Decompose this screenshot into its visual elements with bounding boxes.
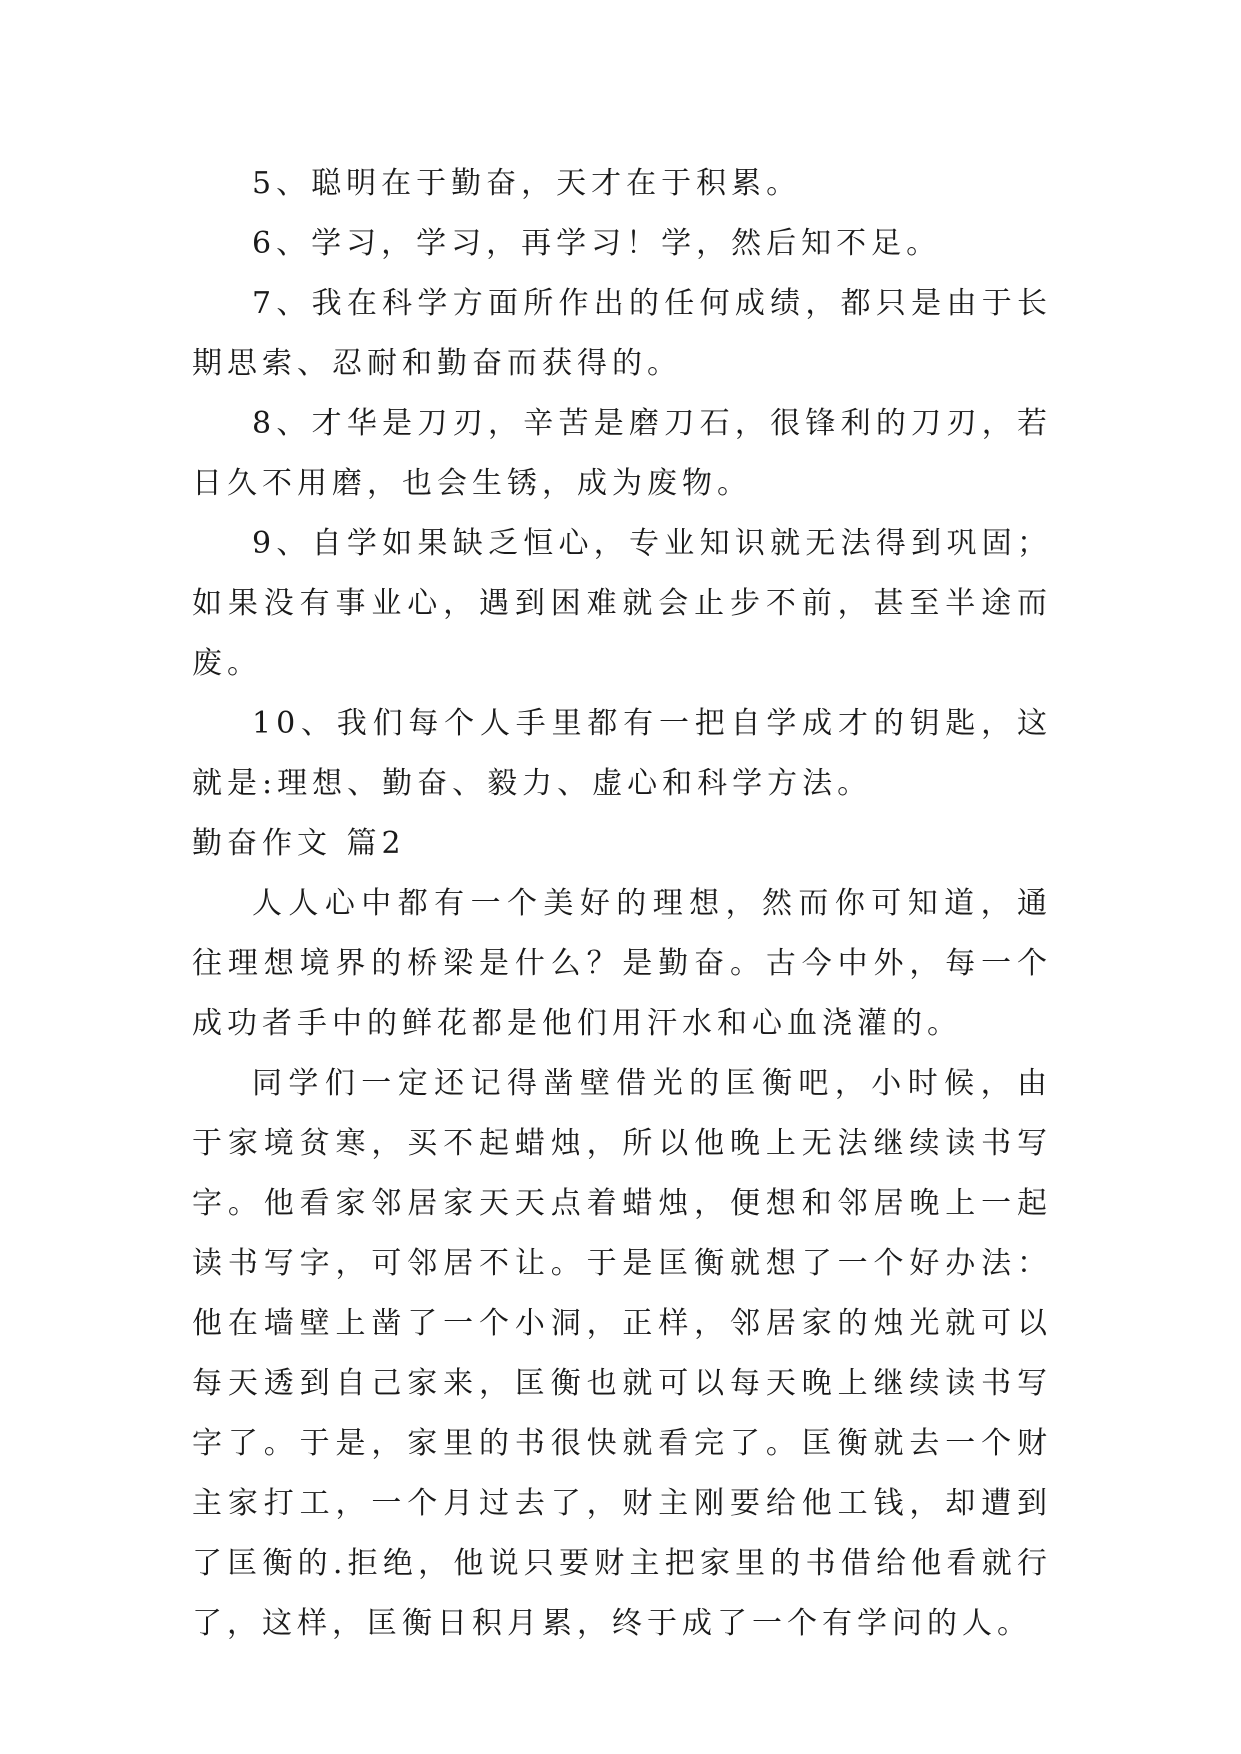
quote-8: 8、才华是刀刃，辛苦是磨刀石，很锋利的刀刃，若日久不用磨，也会生锈，成为废物。 bbox=[192, 406, 1052, 501]
quote-10: 10、我们每个人手里都有一把自学成才的钥匙，这就是:理想、勤奋、毅力、虚心和科学方法。 bbox=[192, 706, 1052, 801]
quote-6: 6、学习，学习，再学习！学，然后知不足。 bbox=[252, 226, 942, 261]
essay-paragraph-2: 同学们一定还记得凿壁借光的匡衡吧，小时候，由于家境贫寒，买不起蜡烛，所以他晚上无法继续读书写字。他看家邻居家天天点着蜡烛，便想和邻居晚上一起读书写字，可邻居不让。于是匡衡就想了一个好办法：他在墙壁上凿了一个小洞，正样，邻居家的烛光就可以每天透到自己家来，匡衡也就可以每天晚上继续读书写字了。于是，家里的书很快就看完了。匡衡就去一个财主家打工，一个月过去了，财主刚要给他工钱，却遭到了匡衡的.拒绝，他说只要财主把家里的书借给他看就行了，这样，匡衡日积月累，终于成了一个有学问的人。 bbox=[192, 1066, 1052, 1641]
document-body bbox=[192, 154, 1052, 1654]
essay-heading: 勤奋作文 篇2 bbox=[192, 826, 406, 861]
quote-9: 9、自学如果缺乏恒心，专业知识就无法得到巩固；如果没有事业心，遇到困难就会止步不前，甚至半途而废。 bbox=[192, 526, 1052, 681]
quote-5: 5、聪明在于勤奋，天才在于积累。 bbox=[252, 166, 802, 201]
quote-7: 7、我在科学方面所作出的任何成绩，都只是由于长期思索、忍耐和勤奋而获得的。 bbox=[192, 286, 1052, 381]
essay-paragraph-1: 人人心中都有一个美好的理想，然而你可知道，通往理想境界的桥梁是什么？是勤奋。古今中外，每一个成功者手中的鲜花都是他们用汗水和心血浇灌的。 bbox=[192, 886, 1052, 1041]
